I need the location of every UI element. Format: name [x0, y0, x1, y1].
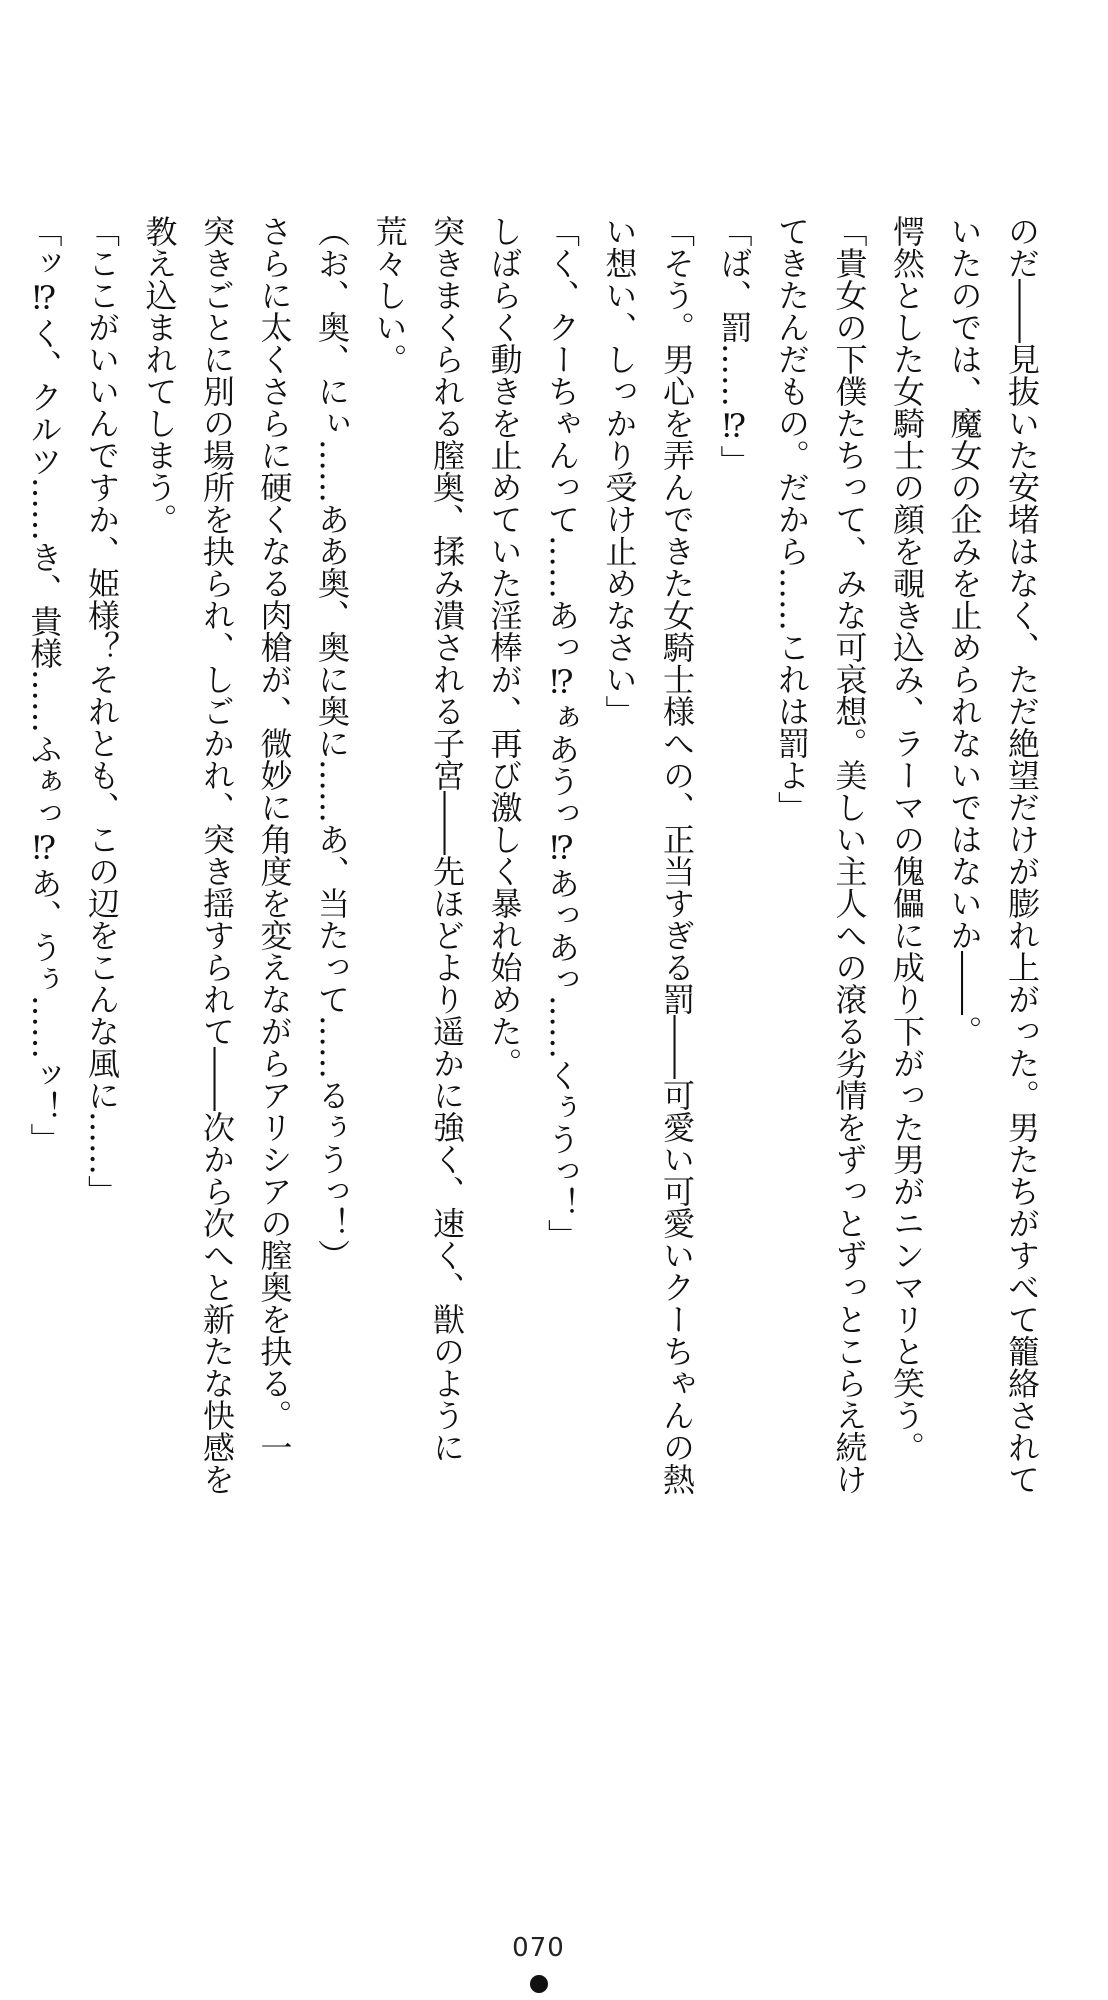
- text-line: いたのでは、魔女の企みを止められないではないか――。: [945, 215, 984, 1047]
- text-line: てきたんだもの。だから……これは罰よ」: [773, 215, 811, 823]
- page-number: 070: [512, 1933, 565, 1963]
- text-line: 荒々しい。: [370, 215, 409, 375]
- text-line: 突きまくられる膣奥、揉み潰される子宮――先ほどより遥かに強く、速く、獣のように: [428, 215, 466, 1463]
- text-line: しばらく動きを止めていた淫棒が、再び激しく暴れ始めた。: [485, 215, 524, 1079]
- body-text: [15, 215, 1050, 1685]
- text-line: 「く、クーちゃんって……あっ⁉ぁあうっ⁉あっあっ……くぅうっ！」: [543, 215, 581, 1251]
- text-line: 愕然とした女騎士の顔を覗き込み、ラーマの傀儡に成り下がった男がニンマリと笑う。: [888, 215, 926, 1463]
- text-line: （お、奥、にぃ……ああ奥、奥に奥に……あ、当たって……るぅうっ！）: [313, 215, 351, 1271]
- text-line: 「ここがいいんですか、姫様？それとも、この辺をこんな風に……」: [83, 215, 121, 1207]
- text-line: 突きごとに別の場所を抉られ、しごかれ、突き揺すられて――次から次へと新たな快感を: [198, 215, 236, 1495]
- text-line: さらに太くさらに硬くなる肉槍が、微妙に角度を変えながらアリシアの膣奥を抉る。一: [255, 215, 294, 1463]
- text-line: 「ッ⁉く、クルツ……き、貴様……ふぁっ⁉あ、うぅ……ッ！」: [25, 215, 64, 1155]
- text-line: 「ば、罰……⁉」: [715, 215, 754, 477]
- text-line: 教え込まれてしまう。: [140, 215, 179, 535]
- page-marker-dot: [530, 1975, 548, 1993]
- text-line: い想い、しっかり受け止めなさい」: [600, 215, 639, 727]
- text-line: 「貴女の下僕たちって、みな可哀想。美しい主人への滾る劣情をずっとずっとこらえ続け: [830, 215, 869, 1495]
- text-line: のだ――見抜いた安堵はなく、ただ絶望だけが膨れ上がった。男たちがすべて籠絡されて: [1003, 215, 1041, 1495]
- text-line: 「そう。男心を弄んできた女騎士様への、正当すぎる罰――可愛い可愛いクーちゃんの熱: [658, 215, 696, 1495]
